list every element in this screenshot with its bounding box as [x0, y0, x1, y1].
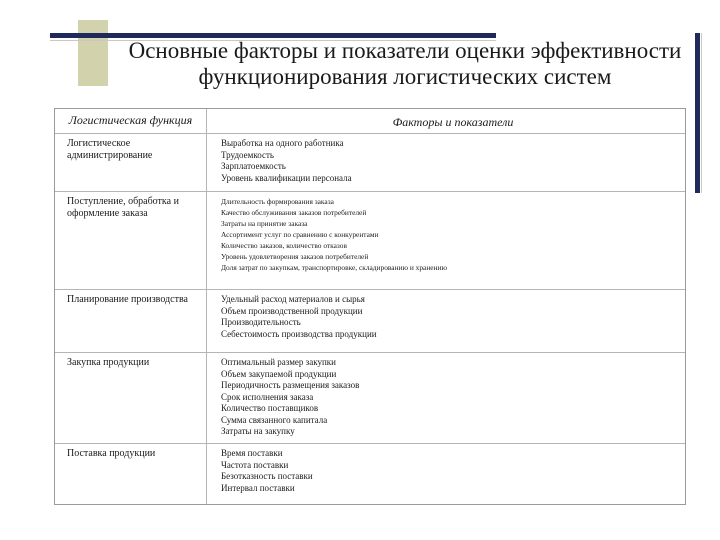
row-function: Закупка продукции: [55, 353, 207, 443]
factor-item: Доля затрат по закупкам, транспортировке, складированию и хранению: [221, 263, 447, 272]
row-factors: [207, 444, 685, 504]
factor-item: Количество заказов, количество отказов: [221, 241, 347, 250]
table-row: [55, 443, 685, 504]
factor-item: Объем производственной продукции: [221, 305, 363, 316]
factor-item: Длительность формирования заказа: [221, 197, 334, 206]
row-function: Логистическое администрирование: [55, 134, 207, 191]
factor-item: Оптимальный размер закупки: [221, 357, 336, 367]
factor-item: Объем закупаемой продукции: [221, 368, 337, 379]
factor-item: Срок исполнения заказа: [221, 391, 314, 402]
page-title: Основные факторы и показатели оценки эффективности функционирования логистических систем: [128, 38, 682, 89]
decorative-line-right: [701, 33, 702, 193]
factor-item: Количество поставщиков: [221, 403, 319, 413]
factors-table: [54, 108, 686, 505]
factor-item: Частота поставки: [221, 459, 289, 470]
factor-item: Уровень удовлетворения заказов потребителей: [221, 252, 369, 261]
decorative-square: [78, 20, 108, 86]
header-function: Логистическая функция: [55, 109, 207, 133]
factor-item: Затраты на принятие заказа: [221, 219, 308, 228]
factor-item: Периодичность размещения заказов: [221, 380, 360, 390]
table-row: [55, 191, 685, 289]
factor-item: Уровень квалификации персонала: [221, 172, 352, 183]
table-row: [55, 289, 685, 352]
factor-item: Интервал поставки: [221, 482, 295, 493]
factor-item: Сумма связанного капитала: [221, 414, 328, 425]
factor-item: Зарплатоемкость: [221, 161, 286, 171]
factor-item: Время поставки: [221, 448, 283, 458]
row-function: Поставка продукции: [55, 444, 207, 504]
row-function: Поступление, обработка и оформление заказа: [55, 192, 207, 289]
factor-item: Затраты на закупку: [221, 426, 295, 436]
table-header-row: [55, 109, 685, 133]
factor-item: Ассортимент услуг по сравнению с конкурентами: [221, 230, 379, 239]
factor-item: Качество обслуживания заказов потребителей: [221, 208, 367, 217]
factor-item: Выработка на одного работника: [221, 138, 344, 148]
row-factors: [207, 134, 685, 191]
factor-item: Себестоимость производства продукции: [221, 328, 377, 339]
row-factors: [207, 192, 685, 289]
header-factors: Факторы и показатели: [392, 115, 514, 129]
row-factors: [207, 353, 685, 443]
factor-item: Трудоемкость: [221, 149, 275, 160]
row-factors: [207, 290, 685, 352]
factor-item: Производительность: [221, 317, 301, 327]
row-function: Планирование производства: [55, 290, 207, 352]
table-row: [55, 352, 685, 443]
factor-item: Удельный расход материалов и сырья: [221, 294, 365, 304]
table-row: [55, 133, 685, 191]
factor-item: Безотказность поставки: [221, 471, 313, 481]
